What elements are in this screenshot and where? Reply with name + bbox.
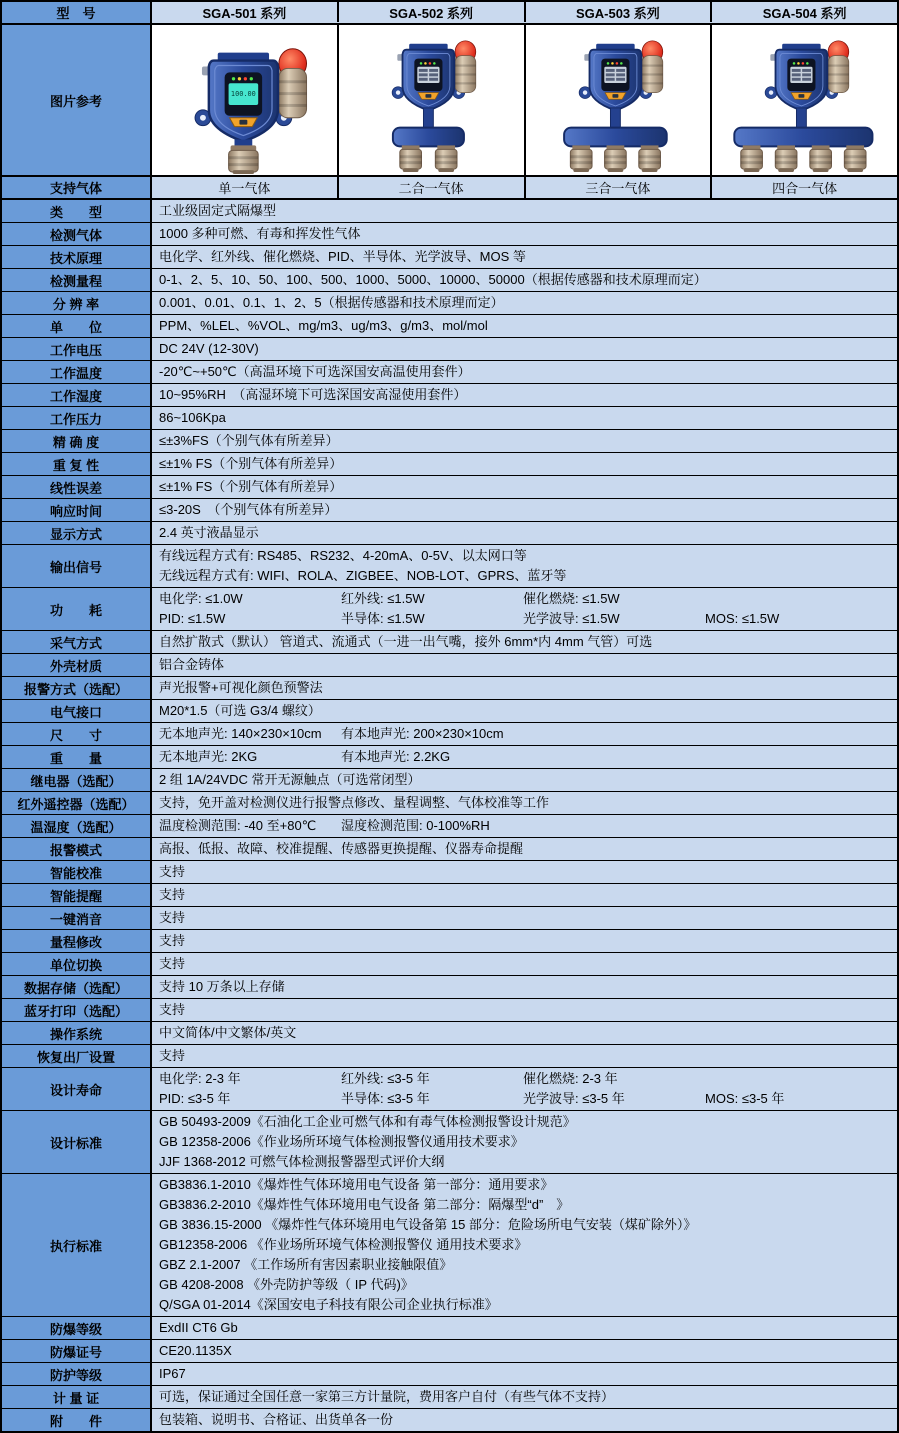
spec-value-line: 无线远程方式有: WIFI、ROLA、ZIGBEE、NOB-LOT、GPRS、蓝牙等 <box>159 568 567 583</box>
spec-label: 技术原理 <box>2 246 152 268</box>
spec-row <box>2 769 897 792</box>
spec-value <box>152 223 897 245</box>
spec-row <box>2 792 897 815</box>
spec-label: 量程修改 <box>2 930 152 952</box>
spec-row <box>2 1068 897 1111</box>
spec-value <box>152 545 897 587</box>
spec-row <box>2 654 897 677</box>
spec-row <box>2 1386 897 1409</box>
spec-value-line: GB3836.2-2010《爆炸性气体环境用电气设备 第二部分：隔爆型“d” 》 <box>159 1197 570 1212</box>
spec-value <box>152 884 897 906</box>
spec-value-line: 0-1、2、5、10、50、100、500、1000、5000、10000、50000（根据传感器和技术原理而定） <box>159 272 707 287</box>
spec-row <box>2 338 897 361</box>
spec-row <box>2 631 897 654</box>
spec-label: 执行标准 <box>2 1174 152 1316</box>
spec-label: 一键消音 <box>2 907 152 929</box>
spec-value-line <box>159 589 897 609</box>
spec-value-line <box>159 609 897 629</box>
gas-type-cell: 三合一气体 <box>526 177 713 198</box>
spec-label: 继电器（选配） <box>2 769 152 791</box>
spec-value <box>152 384 897 406</box>
spec-value-segment: 红外线: ≤1.5W <box>341 591 425 606</box>
spec-row <box>2 522 897 545</box>
spec-value-line: 86~106Kpa <box>159 410 226 425</box>
spec-label: 报警方式（选配） <box>2 677 152 699</box>
spec-value <box>152 292 897 314</box>
spec-value <box>152 1386 897 1408</box>
spec-value <box>152 1363 897 1385</box>
model-header-cell: SGA-504 系列 <box>712 2 897 22</box>
spec-value <box>152 430 897 452</box>
model-header-cell: SGA-502 系列 <box>339 2 526 22</box>
spec-value-line: 包装箱、说明书、合格证、出货单各一份 <box>159 1412 394 1427</box>
spec-value-segment: 半导体: ≤3-5 年 <box>341 1091 430 1106</box>
device-image-cells <box>152 25 897 175</box>
device-photo-sga-504 <box>712 25 897 175</box>
spec-row <box>2 723 897 746</box>
spec-value-line: -20℃~+50℃（高温环境下可选深国安高温使用套件） <box>159 364 471 379</box>
spec-value-line: 2 组 1A/24VDC 常开无源触点（可选常闭型） <box>159 772 421 787</box>
spec-value-line: 支持，免开盖对检测仪进行报警点修改、量程调整、气体校准等工作 <box>159 795 550 810</box>
model-header-row <box>2 2 897 25</box>
spec-row <box>2 700 897 723</box>
spec-value-line <box>159 1089 897 1109</box>
spec-value <box>152 361 897 383</box>
spec-value-segment: 催化燃烧: ≤1.5W <box>523 591 620 606</box>
spec-label: 检测气体 <box>2 223 152 245</box>
spec-label: 响应时间 <box>2 499 152 521</box>
spec-value-line <box>159 724 897 744</box>
spec-row <box>2 1174 897 1317</box>
spec-label: 重 复 性 <box>2 453 152 475</box>
spec-value-segment: 电化学: 2-3 年 <box>159 1071 241 1086</box>
spec-value <box>152 953 897 975</box>
spec-value-line: 高报、低报、故障、校准提醒、传感器更换提醒、仪器寿命提醒 <box>159 841 524 856</box>
model-header-cells <box>152 2 897 23</box>
spec-value-line: CE20.1135X <box>159 1343 232 1358</box>
spec-row <box>2 930 897 953</box>
spec-label: 红外遥控器（选配） <box>2 792 152 814</box>
spec-value-line: ≤±1% FS（个别气体有所差异） <box>159 456 343 471</box>
gas-type-cell: 二合一气体 <box>339 177 526 198</box>
spec-value <box>152 269 897 291</box>
spec-value-line: 1000 多种可燃、有毒和挥发性气体 <box>159 226 361 241</box>
spec-row <box>2 1409 897 1431</box>
spec-value-line: ≤±3%FS（个别气体有所差异） <box>159 433 339 448</box>
spec-value-line: 0.001、0.01、0.1、1、2、5（根据传感器和技术原理而定） <box>159 295 504 310</box>
spec-value <box>152 200 897 222</box>
spec-value-line: 10~95%RH （高湿环境下可选深国安高湿使用套件） <box>159 387 467 402</box>
spec-value-line: 2.4 英寸液晶显示 <box>159 525 259 540</box>
gas-row-label: 支持气体 <box>2 177 152 198</box>
spec-value-segment: MOS: ≤3-5 年 <box>705 1091 785 1106</box>
spec-value-line: 支持 <box>159 1002 186 1017</box>
spec-row <box>2 1363 897 1386</box>
spec-value-line: DC 24V (12-30V) <box>159 341 259 356</box>
spec-label: 计 量 证 <box>2 1386 152 1408</box>
spec-value-segment: 半导体: ≤1.5W <box>341 611 425 626</box>
spec-label: 蓝牙打印（选配） <box>2 999 152 1021</box>
spec-label: 工作压力 <box>2 407 152 429</box>
spec-label: 附 件 <box>2 1409 152 1431</box>
spec-value-segment: 红外线: ≤3-5 年 <box>341 1071 430 1086</box>
spec-row <box>2 953 897 976</box>
device-photo-sga-501 <box>152 25 339 175</box>
spec-label: 电气接口 <box>2 700 152 722</box>
spec-label: 输出信号 <box>2 545 152 587</box>
spec-value <box>152 1111 897 1173</box>
spec-label: 尺 寸 <box>2 723 152 745</box>
spec-row <box>2 677 897 700</box>
spec-value <box>152 769 897 791</box>
spec-value <box>152 861 897 883</box>
spec-row <box>2 588 897 631</box>
spec-label: 单位切换 <box>2 953 152 975</box>
spec-row <box>2 269 897 292</box>
gas-type-cells <box>152 177 897 198</box>
spec-value-line: 支持 <box>159 864 186 879</box>
spec-value-segment: 有本地声光: 2.2KG <box>341 749 451 764</box>
spec-row <box>2 746 897 769</box>
spec-value-line: GB 3836.15-2000 《爆炸性气体环境用电气设备第 15 部分：危险场所电气安装（煤矿除外）》 <box>159 1217 697 1232</box>
spec-label: 显示方式 <box>2 522 152 544</box>
spec-label: 工作温度 <box>2 361 152 383</box>
spec-row <box>2 200 897 223</box>
spec-value <box>152 499 897 521</box>
spec-row <box>2 838 897 861</box>
spec-row <box>2 1111 897 1174</box>
spec-value-line: GB 50493-2009《石油化工企业可燃气体和有毒气体检测报警设计规范》 <box>159 1114 576 1129</box>
spec-value-line <box>159 1069 897 1089</box>
spec-value-line: 中文简体/中文繁体/英文 <box>159 1025 297 1040</box>
spec-label: 温湿度（选配） <box>2 815 152 837</box>
spec-row <box>2 223 897 246</box>
spec-value-line: JJF 1368-2012 可燃气体检测报警器型式评价大纲 <box>159 1154 445 1169</box>
spec-label: 设计标准 <box>2 1111 152 1173</box>
spec-row <box>2 976 897 999</box>
spec-row <box>2 315 897 338</box>
spec-value-line: 铝合金铸体 <box>159 657 225 672</box>
spec-value-line: GB3836.1-2010《爆炸性气体环境用电气设备 第一部分：通用要求》 <box>159 1177 554 1192</box>
spec-row <box>2 246 897 269</box>
spec-value-line: 电化学、红外线、催化燃烧、PID、半导体、光学波导、MOS 等 <box>159 249 526 264</box>
spec-value <box>152 1409 897 1431</box>
spec-value-line: 有线远程方式有: RS485、RS232、4-20mA、0-5V、以太网口等 <box>159 548 527 563</box>
spec-value <box>152 999 897 1021</box>
model-header-cell: SGA-503 系列 <box>526 2 713 22</box>
spec-value-line: PPM、%LEL、%VOL、mg/m3、ug/m3、g/m3、mol/mol <box>159 318 488 333</box>
spec-value <box>152 815 897 837</box>
spec-label: 防爆证号 <box>2 1340 152 1362</box>
spec-label: 外壳材质 <box>2 654 152 676</box>
spec-label: 功 耗 <box>2 588 152 630</box>
supported-gas-row <box>2 177 897 200</box>
spec-label: 类 型 <box>2 200 152 222</box>
spec-value <box>152 1068 897 1110</box>
spec-value-line: GBZ 2.1-2007 《工作场所有害因素职业接触限值》 <box>159 1257 453 1272</box>
spec-value <box>152 588 897 630</box>
gas-type-cell: 单一气体 <box>152 177 339 198</box>
spec-label: 防爆等级 <box>2 1317 152 1339</box>
spec-value-segment: PID: ≤1.5W <box>159 611 226 626</box>
spec-label: 防护等级 <box>2 1363 152 1385</box>
spec-label: 精 确 度 <box>2 430 152 452</box>
spec-value-line: IP67 <box>159 1366 186 1381</box>
spec-value-line: 支持 10 万条以上存储 <box>159 979 285 994</box>
spec-value <box>152 1340 897 1362</box>
spec-label: 操作系统 <box>2 1022 152 1044</box>
spec-row <box>2 861 897 884</box>
spec-label: 重 量 <box>2 746 152 768</box>
device-photo-sga-503 <box>526 25 713 175</box>
spec-value-segment: 无本地声光: 2KG <box>159 749 258 764</box>
spec-label: 智能校准 <box>2 861 152 883</box>
spec-row <box>2 453 897 476</box>
spec-row <box>2 292 897 315</box>
spec-value-line: GB12358-2006 《作业场所环境气体检测报警仪 通用技术要求》 <box>159 1237 528 1252</box>
spec-label: 报警模式 <box>2 838 152 860</box>
spec-value-line <box>159 747 897 767</box>
spec-label: 线性误差 <box>2 476 152 498</box>
spec-value-segment: 光学波导: ≤3-5 年 <box>523 1091 625 1106</box>
gas-type-cell: 四合一气体 <box>712 177 897 198</box>
spec-value <box>152 1174 897 1316</box>
spec-label: 工作湿度 <box>2 384 152 406</box>
spec-value <box>152 976 897 998</box>
spec-value-line: 支持 <box>159 933 186 948</box>
image-reference-row <box>2 25 897 177</box>
spec-value-line: M20*1.5（可选 G3/4 螺纹） <box>159 703 321 718</box>
spec-row <box>2 361 897 384</box>
spec-value-line: ExdII CT6 Gb <box>159 1320 238 1335</box>
spec-value-line: 声光报警+可视化颜色预警法 <box>159 680 323 695</box>
spec-value-line: 自然扩散式（默认） 管道式、流通式（一进一出气嘴，接外 6mm*内 4mm 气管）可选 <box>159 634 653 649</box>
spec-value-line: GB 4208-2008 《外壳防护等级（ IP 代码)》 <box>159 1277 414 1292</box>
spec-row <box>2 815 897 838</box>
spec-value <box>152 654 897 676</box>
model-header-cell: SGA-501 系列 <box>152 2 339 22</box>
spec-value <box>152 522 897 544</box>
spec-value-segment: 温度检测范围: -40 至+80℃ <box>159 818 317 833</box>
spec-value <box>152 407 897 429</box>
spec-value-segment: MOS: ≤1.5W <box>705 611 780 626</box>
spec-row <box>2 907 897 930</box>
spec-value <box>152 453 897 475</box>
spec-row <box>2 999 897 1022</box>
spec-row <box>2 1022 897 1045</box>
spec-label: 分 辨 率 <box>2 292 152 314</box>
spec-value-line: 支持 <box>159 956 186 971</box>
spec-value-line: 可选，保证通过全国任意一家第三方计量院，费用客户自付（有些气体不支持） <box>159 1389 615 1404</box>
spec-value-line: 工业级固定式隔爆型 <box>159 203 277 218</box>
spec-label: 检测量程 <box>2 269 152 291</box>
spec-label: 设计寿命 <box>2 1068 152 1110</box>
svg-text:100.00: 100.00 <box>230 90 256 99</box>
spec-value-segment: 光学波导: ≤1.5W <box>523 611 620 626</box>
spec-label: 采气方式 <box>2 631 152 653</box>
spec-label: 数据存储（选配） <box>2 976 152 998</box>
spec-value <box>152 246 897 268</box>
spec-label: 单 位 <box>2 315 152 337</box>
spec-value-segment: 催化燃烧: 2-3 年 <box>523 1071 618 1086</box>
spec-value-line: Q/SGA 01-2014《深国安电子科技有限公司企业执行标准》 <box>159 1297 498 1312</box>
spec-value <box>152 338 897 360</box>
spec-row <box>2 1340 897 1363</box>
spec-value <box>152 677 897 699</box>
spec-value <box>152 631 897 653</box>
spec-value-segment: 电化学: ≤1.0W <box>159 591 243 606</box>
spec-row <box>2 384 897 407</box>
spec-value-segment: 湿度检测范围: 0-100%RH <box>341 818 490 833</box>
device-photo-sga-502 <box>339 25 526 175</box>
spec-row <box>2 545 897 588</box>
spec-label: 智能提醒 <box>2 884 152 906</box>
spec-label: 工作电压 <box>2 338 152 360</box>
spec-value-segment: 有本地声光: 200×230×10cm <box>341 726 504 741</box>
spec-value <box>152 907 897 929</box>
spec-value-line: GB 12358-2006《作业场所环境气体检测报警仪通用技术要求》 <box>159 1134 524 1149</box>
spec-value <box>152 723 897 745</box>
spec-rows <box>2 200 897 1431</box>
spec-value <box>152 315 897 337</box>
spec-value-segment: PID: ≤3-5 年 <box>159 1091 231 1106</box>
spec-label: 恢复出厂设置 <box>2 1045 152 1067</box>
spec-value <box>152 792 897 814</box>
model-header-label: 型 号 <box>2 2 152 23</box>
image-row-label: 图片参考 <box>2 25 152 175</box>
spec-row <box>2 1045 897 1068</box>
spec-value <box>152 930 897 952</box>
spec-value <box>152 476 897 498</box>
spec-value <box>152 1317 897 1339</box>
spec-row <box>2 407 897 430</box>
spec-value-line: 支持 <box>159 887 186 902</box>
spec-value-line: ≤±1% FS（个别气体有所差异） <box>159 479 343 494</box>
spec-row <box>2 499 897 522</box>
spec-value <box>152 746 897 768</box>
spec-value <box>152 838 897 860</box>
spec-row <box>2 430 897 453</box>
spec-value-segment: 无本地声光: 140×230×10cm <box>159 726 322 741</box>
spec-value-line <box>159 816 897 836</box>
spec-value <box>152 1022 897 1044</box>
spec-value <box>152 1045 897 1067</box>
spec-value-line: 支持 <box>159 910 186 925</box>
spec-value-line: 支持 <box>159 1048 186 1063</box>
spec-row <box>2 1317 897 1340</box>
spec-row <box>2 476 897 499</box>
spec-value <box>152 700 897 722</box>
spec-value-line: ≤3-20S （个别气体有所差异） <box>159 502 338 517</box>
spec-row <box>2 884 897 907</box>
